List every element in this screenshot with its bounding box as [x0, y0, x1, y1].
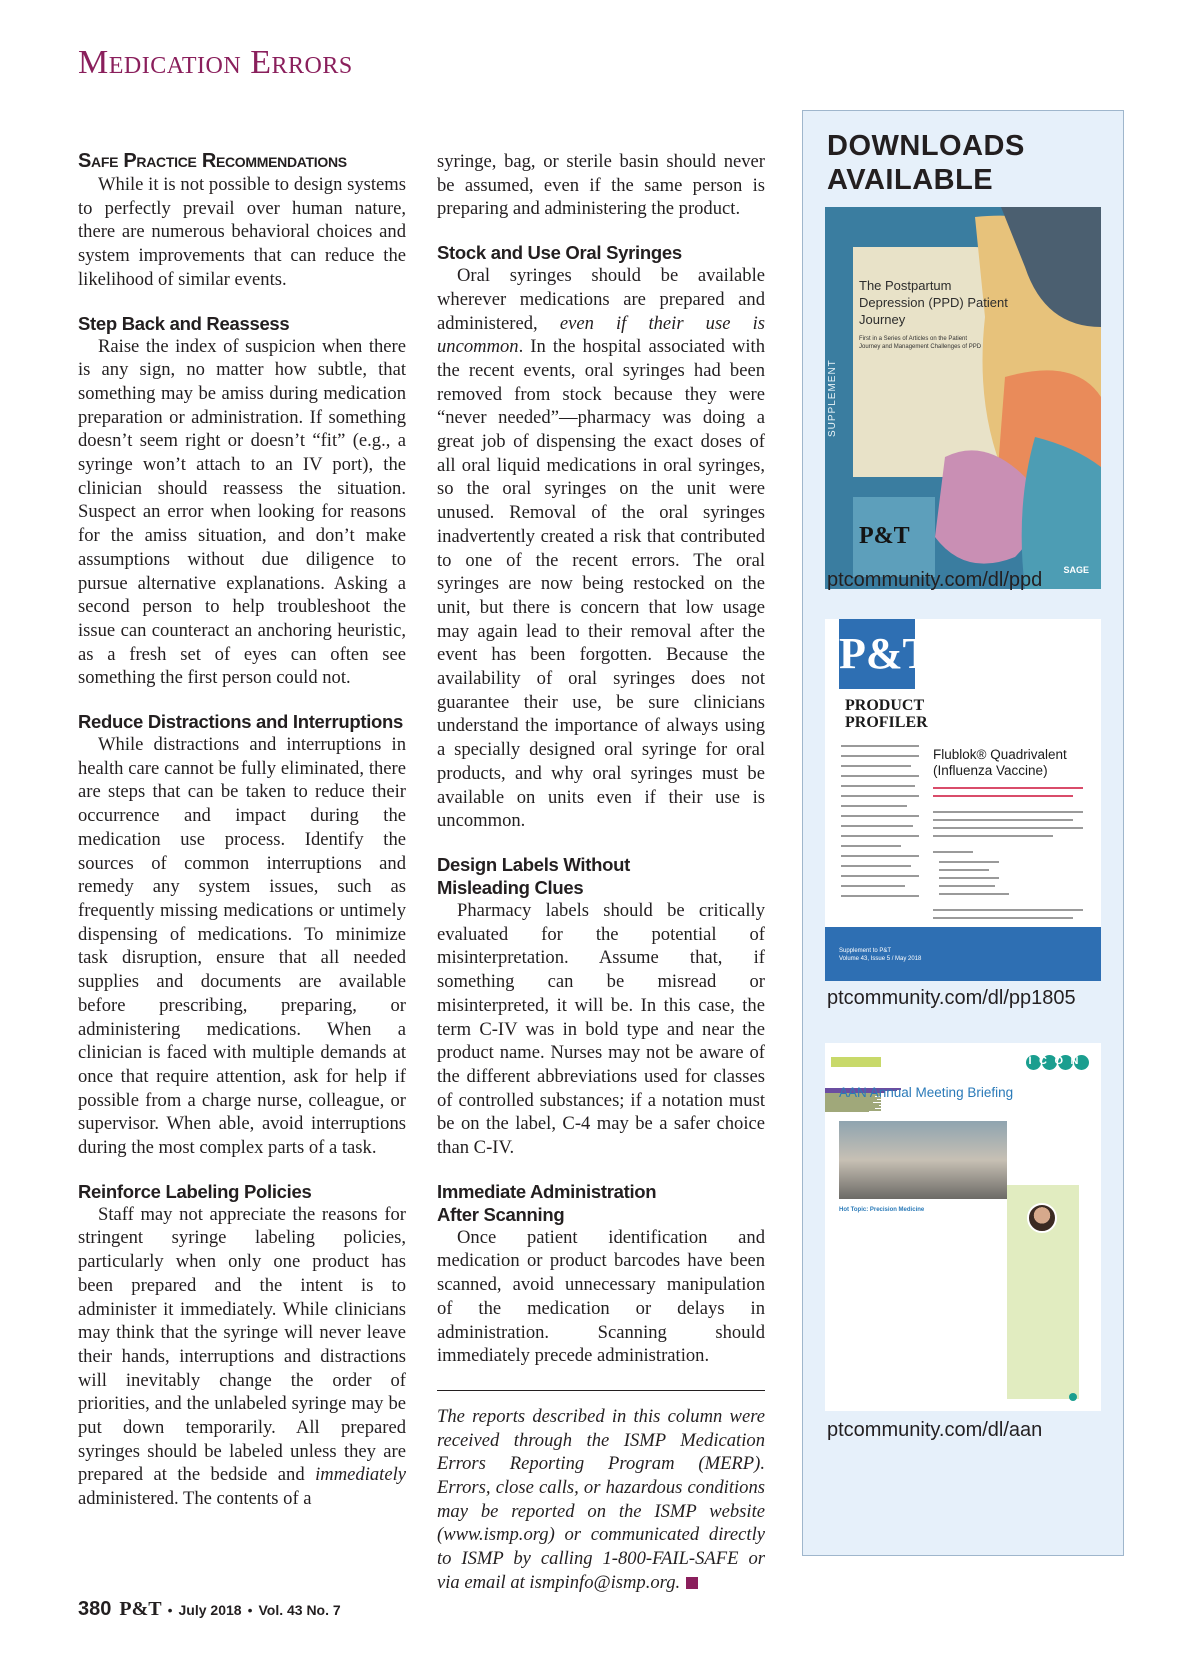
paragraph-oral-syringes	[437, 264, 765, 833]
labeling-emphasis: immediately	[315, 1464, 406, 1486]
heading-immediate-line-2: After Scanning	[437, 1203, 565, 1225]
heading-oral-syringes: Stock and Use Oral Syringes	[437, 242, 682, 264]
paragraph-step-back: Raise the index of suspicion when there is any sign, no matter how subtle, that something may be amiss during medication preparation or administration. If something doesn’t seem right or doesn’t “fit” (e.g., a syringe won’t attach to an IV port), the clinician should reassess the situation. Suspect an error when looking for reasons for the amiss situation, and don’t make assumptions without due diligence to pursue alternative explanations. Asking a second person to help troubleshoot the issue can counteract an anchoring heuristic, as a fresh set of eyes can often see something the first person could not.	[78, 335, 406, 689]
heading-design-line-2: Misleading Clues	[437, 876, 584, 898]
text-placeholder-line	[841, 885, 905, 887]
footer-separator: •	[167, 1602, 173, 1618]
heading-step-back: Step Back and Reassess	[78, 312, 290, 334]
text-placeholder-line	[933, 917, 1073, 919]
flublok-title-line-1: Flublok® Quadrivalent	[933, 747, 1067, 762]
heading-reduce-distractions: Reduce Distractions and Interruptions	[78, 711, 404, 733]
page-footer	[78, 1598, 341, 1621]
issue-volume: Vol. 43 No. 7	[258, 1602, 341, 1618]
labeling-text-1: Staff may not appreciate the reasons for stringent syringe labeling policies, particularly when only one product has been prepared and the intent is to administer it immediately. While clinicians may think that the syringe will never leave their hands, interruptions and distractions will inevitably change the order of priorities, and the unlabeled syringe may be put down temporarily. All prepared syringes should be labeled unless they are prepared at the bedside and	[78, 1203, 406, 1486]
aan-cover-title: AAN Annual Meeting Briefing	[839, 1085, 1014, 1100]
text-placeholder-line	[841, 765, 911, 767]
icon-logo-text: ICON	[1028, 1055, 1086, 1067]
text-placeholder-line	[939, 861, 999, 863]
text-placeholder-line	[841, 845, 901, 847]
oral-text-1: Oral syringes should be available wherever medications are prepared and administered,	[437, 265, 765, 334]
product-profiler-label	[845, 697, 928, 731]
section-title: Medication Errors	[78, 44, 353, 81]
text-placeholder-line	[841, 755, 919, 757]
text-placeholder-line	[841, 815, 919, 817]
aan-briefing-cover[interactable]	[825, 1043, 1101, 1411]
paragraph-labeling-continued: syringe, bag, or sterile basin should never be assumed, even if the same person is preparing and administering the product.	[437, 151, 765, 220]
journal-name: P&T	[119, 1598, 162, 1620]
heading-immediate-administration	[437, 1180, 765, 1226]
text-placeholder-line	[933, 827, 1083, 829]
link-aan[interactable]: ptcommunity.com/dl/aan	[827, 1419, 1043, 1441]
downloads-sidebar	[802, 110, 1124, 1556]
oral-emphasis: even if their use is uncommon	[437, 312, 765, 358]
issue-date: July 2018	[178, 1602, 242, 1618]
text-placeholder-line	[933, 851, 973, 853]
heading-safe-practice: Safe Practice Recommendations	[78, 150, 347, 172]
pt-blue-logo-icon: P&T	[839, 619, 915, 689]
flublok-title-line-2: (Influenza Vaccine)	[933, 763, 1048, 778]
heading-design-labels	[437, 853, 765, 899]
text-placeholder-line	[825, 1111, 869, 1113]
text-placeholder-line	[939, 877, 999, 879]
ppd-cover-title: The Postpartum Depression (PPD) Patient Journey	[859, 278, 1008, 327]
text-placeholder-line	[939, 869, 989, 871]
profiler-band-line-2: Volume 43, Issue 5 / May 2018	[839, 956, 922, 962]
text-placeholder-line	[841, 895, 919, 897]
ppd-cover-subtitle: First in a Series of Articles on the Patient Journey and Management Challenges of PPD	[859, 336, 982, 350]
ppd-supplement-cover[interactable]	[825, 207, 1101, 589]
text-placeholder-line	[841, 775, 919, 777]
product-profiler-cover[interactable]	[825, 619, 1101, 981]
ppd-cover-supplement-label: SUPPLEMENT	[827, 359, 838, 437]
text-placeholder-line	[933, 909, 1083, 911]
text-placeholder-line	[841, 835, 919, 837]
text-placeholder-line	[841, 795, 919, 797]
author-portrait-icon	[1027, 1203, 1057, 1233]
product-profiler-line-2: PROFILER	[845, 714, 928, 731]
text-placeholder-line	[841, 855, 919, 857]
article-column-2	[437, 150, 765, 1595]
pt-logo-icon: P&T	[859, 523, 910, 549]
aan-section-heading: Hot Topic: Precision Medicine	[839, 1207, 925, 1213]
paragraph-reduce-distractions: While distractions and interruptions in health care cannot be fully eliminated, there are steps that can be taken to reduce their occurrence and impact during the medication use process. Identify the sources of common interruptions and remedy any system issues, such as frequently missing medications or untimely dispensing of medications. To minimize task disruption, ensure that all needed supplies and documents are available before prescribing, preparing, or administering medications. When a clinician is faced with multiple demands at once that require attention, ask for help if possible from a charge nurse, colleague, or supervisor. When able, avoid interruptions during the most complex parts of a task.	[78, 734, 406, 1159]
article-column-1	[78, 150, 406, 1511]
text-placeholder-line	[939, 893, 1009, 895]
cover-dot-icon	[1069, 1393, 1077, 1401]
text-placeholder-line	[841, 805, 907, 807]
end-mark-icon	[686, 1577, 698, 1589]
downloads-title-line-1: DOWNLOADS	[827, 130, 1025, 162]
paragraph-immediate-administration: Once patient identification and medication or product barcodes have been scanned, avoid unnecessary manipulation of the medication or delays in administration. Scanning should immediately precede administration.	[437, 1226, 765, 1367]
product-profiler-line-1: PRODUCT	[845, 697, 925, 714]
profiler-band-line-1: Supplement to P&T	[839, 948, 892, 954]
footer-separator: •	[247, 1602, 253, 1618]
merp-note-text: The reports described in this column were received through the ISMP Medication Errors Reporting Program (MERP). Errors, close calls, or hazardous conditions may be reported on the ISMP website (www.ismp.org) or communicated directly to ISMP by calling 1-800-FAIL-SAFE or via email at ismpinfo@ismp.org.	[437, 1405, 765, 1593]
paragraph-design-labels: Pharmacy labels should be critically evaluated for the potential of misinterpretation. Assume that, if something can be misread or misinterpreted, it will be. In this case, the term C-IV was in bold type and near the product name. Nurses may not be aware of the different abbreviations used for classes of controlled substances; if a notation must be on the label, C-4 may be a safer choice than C-IV.	[437, 899, 765, 1159]
heading-immediate-line-1: Immediate Administration	[437, 1180, 657, 1202]
text-placeholder-line	[841, 865, 911, 867]
flublok-title	[933, 747, 1093, 779]
conference-photo	[839, 1121, 1007, 1199]
oral-text-2: . In the hospital associated with the recent events, oral syringes had been removed from stock because they were “never needed”—pharmacy was doing a great job of dispensing the exact doses of all oral liquid medications in oral syringes, so the oral syringes on the unit were unused. Removal of the oral syringes inadvertently created a risk that contributed to one of the recent errors. The oral syringes are now being restocked on the unit, but there is concern that low usage may again lead to their removal after the event has been forgotten. Because the availability of oral syringes does not guarantee their use, be sure clinicians understand the importance of always using a specially designed oral syringe for oral products, and why oral syringes must be available on units even if their use is uncommon.	[437, 336, 765, 832]
text-placeholder-line	[841, 745, 919, 747]
link-pp1805[interactable]: ptcommunity.com/dl/pp1805	[827, 987, 1076, 1009]
paragraph-safe-practice: While it is not possible to design systems to perfectly prevail over human nature, there are numerous behavioral choices and system improvements that can reduce the likelihood of similar events.	[78, 174, 406, 290]
profiler-band-text	[839, 947, 921, 963]
text-placeholder-line	[841, 825, 913, 827]
text-placeholder-line	[939, 885, 995, 887]
downloads-title-line-2: AVAILABLE	[827, 164, 994, 196]
heading-labeling-policies: Reinforce Labeling Policies	[78, 1180, 312, 1202]
text-placeholder-line	[933, 835, 1053, 837]
text-placeholder-line	[933, 787, 1083, 789]
text-placeholder-line	[933, 795, 1073, 797]
page-number: 380	[78, 1598, 112, 1620]
merp-note	[437, 1390, 765, 1595]
text-placeholder-line	[841, 875, 919, 877]
link-ppd[interactable]: ptcommunity.com/dl/ppd	[827, 569, 1043, 591]
paragraph-labeling-policies	[78, 1203, 406, 1511]
text-placeholder-line	[841, 785, 915, 787]
cover-tab-label	[831, 1057, 881, 1067]
labeling-text-2: administered. The contents of a	[78, 1488, 312, 1510]
downloads-title	[827, 129, 1107, 197]
heading-design-line-1: Design Labels Without	[437, 853, 630, 875]
sage-logo-icon: SAGE	[1063, 565, 1089, 575]
text-placeholder-line	[933, 811, 1083, 813]
text-placeholder-line	[933, 819, 1073, 821]
